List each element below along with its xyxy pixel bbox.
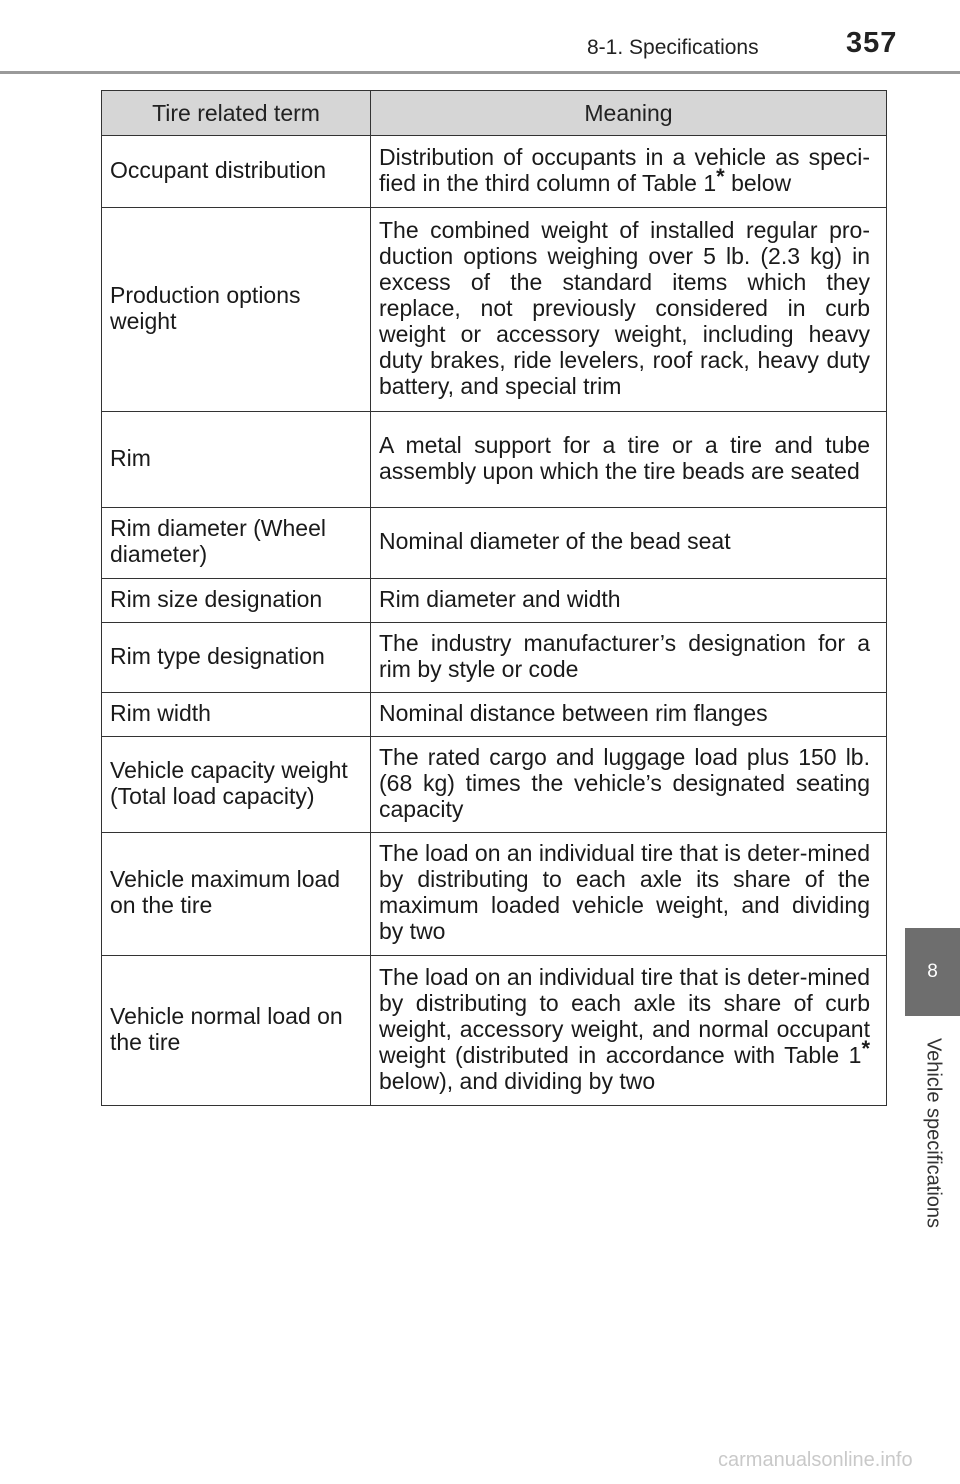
meaning-cell (371, 833, 887, 956)
meaning-text-cont: below (724, 169, 792, 196)
meaning-cell (371, 508, 887, 579)
term-cell: Rim (102, 412, 371, 508)
meaning-cell (371, 208, 887, 412)
term-cell: Production options weight (102, 208, 371, 412)
meaning-text: The rated cargo and luggage load plus 150 lb. (68 kg) times the vehicle’s designated seating capacity (379, 743, 870, 822)
table-header-row (102, 91, 887, 136)
chapter-label (905, 1020, 960, 1245)
chapter-title: Vehicle specifications (922, 1037, 944, 1228)
meaning-cell (371, 136, 887, 208)
meaning-cell (371, 737, 887, 833)
tire-terms-table (101, 90, 887, 1106)
meaning-text: Nominal distance between rim flanges (379, 699, 768, 726)
chapter-number: 8 (927, 961, 938, 982)
table-row (102, 412, 887, 508)
table-row (102, 737, 887, 833)
meaning-text: Distribution of occupants in a vehicle as speci-fied in the third column of Table 1 (379, 143, 870, 196)
term-cell: Rim width (102, 693, 371, 737)
meaning-text: A metal support for a tire or a tire and tube assembly upon which the tire beads are seated (379, 431, 870, 484)
meaning-cell (371, 693, 887, 737)
meaning-text: The industry manufacturer’s designation for a rim by style or code (379, 629, 870, 682)
header-divider (0, 71, 960, 74)
table-row (102, 833, 887, 956)
column-header-term: Tire related term (102, 91, 371, 136)
meaning-cell (371, 623, 887, 693)
meaning-text-cont: below), and dividing by two (379, 1067, 656, 1094)
column-header-meaning: Meaning (371, 91, 887, 136)
table-row (102, 136, 887, 208)
term-cell: Vehicle maximum load on the tire (102, 833, 371, 956)
table-row (102, 693, 887, 737)
table-row (102, 508, 887, 579)
term-cell: Vehicle capacity weight (Total load capacity) (102, 737, 371, 833)
term-cell: Rim diameter (Wheel diameter) (102, 508, 371, 579)
table-row (102, 208, 887, 412)
table-row (102, 623, 887, 693)
term-cell: Occupant distribution (102, 136, 371, 208)
watermark: carmanualsonline.info (718, 1449, 913, 1471)
meaning-text: The combined weight of installed regular pro-duction options weighing over 5 lb. (2.3 kg) in excess of the standard items which they replace, not previously considered in curb weight or accessory weight, including heavy duty brakes, ride levelers, roof rack, heavy duty battery, and special trim (379, 216, 870, 399)
meaning-cell (371, 579, 887, 623)
meaning-text: The load on an individual tire that is deter-mined by distributing to each axle its share of the maximum loaded vehicle weight, and dividing by two (379, 840, 870, 944)
meaning-text: The load on an individual tire that is deter-mined by distributing to each axle its share of curb weight, accessory weight, and normal occupant weight (distributed in accordance with Table 1 (379, 963, 870, 1068)
table-row (102, 956, 887, 1106)
page-header (0, 0, 960, 76)
footnote-star: * (861, 1035, 870, 1061)
meaning-text: Nominal diameter of the bead seat (379, 528, 731, 554)
term-cell: Rim size designation (102, 579, 371, 623)
chapter-tab (905, 928, 960, 1016)
section-title: 8-1. Specifications (587, 36, 759, 59)
meaning-text: Rim diameter and width (379, 585, 621, 612)
term-cell: Rim type designation (102, 623, 371, 693)
table-row (102, 579, 887, 623)
page-number: 357 (846, 27, 898, 59)
term-cell: Vehicle normal load on the tire (102, 956, 371, 1106)
meaning-cell (371, 956, 887, 1106)
footnote-star: * (716, 163, 725, 189)
meaning-cell (371, 412, 887, 508)
